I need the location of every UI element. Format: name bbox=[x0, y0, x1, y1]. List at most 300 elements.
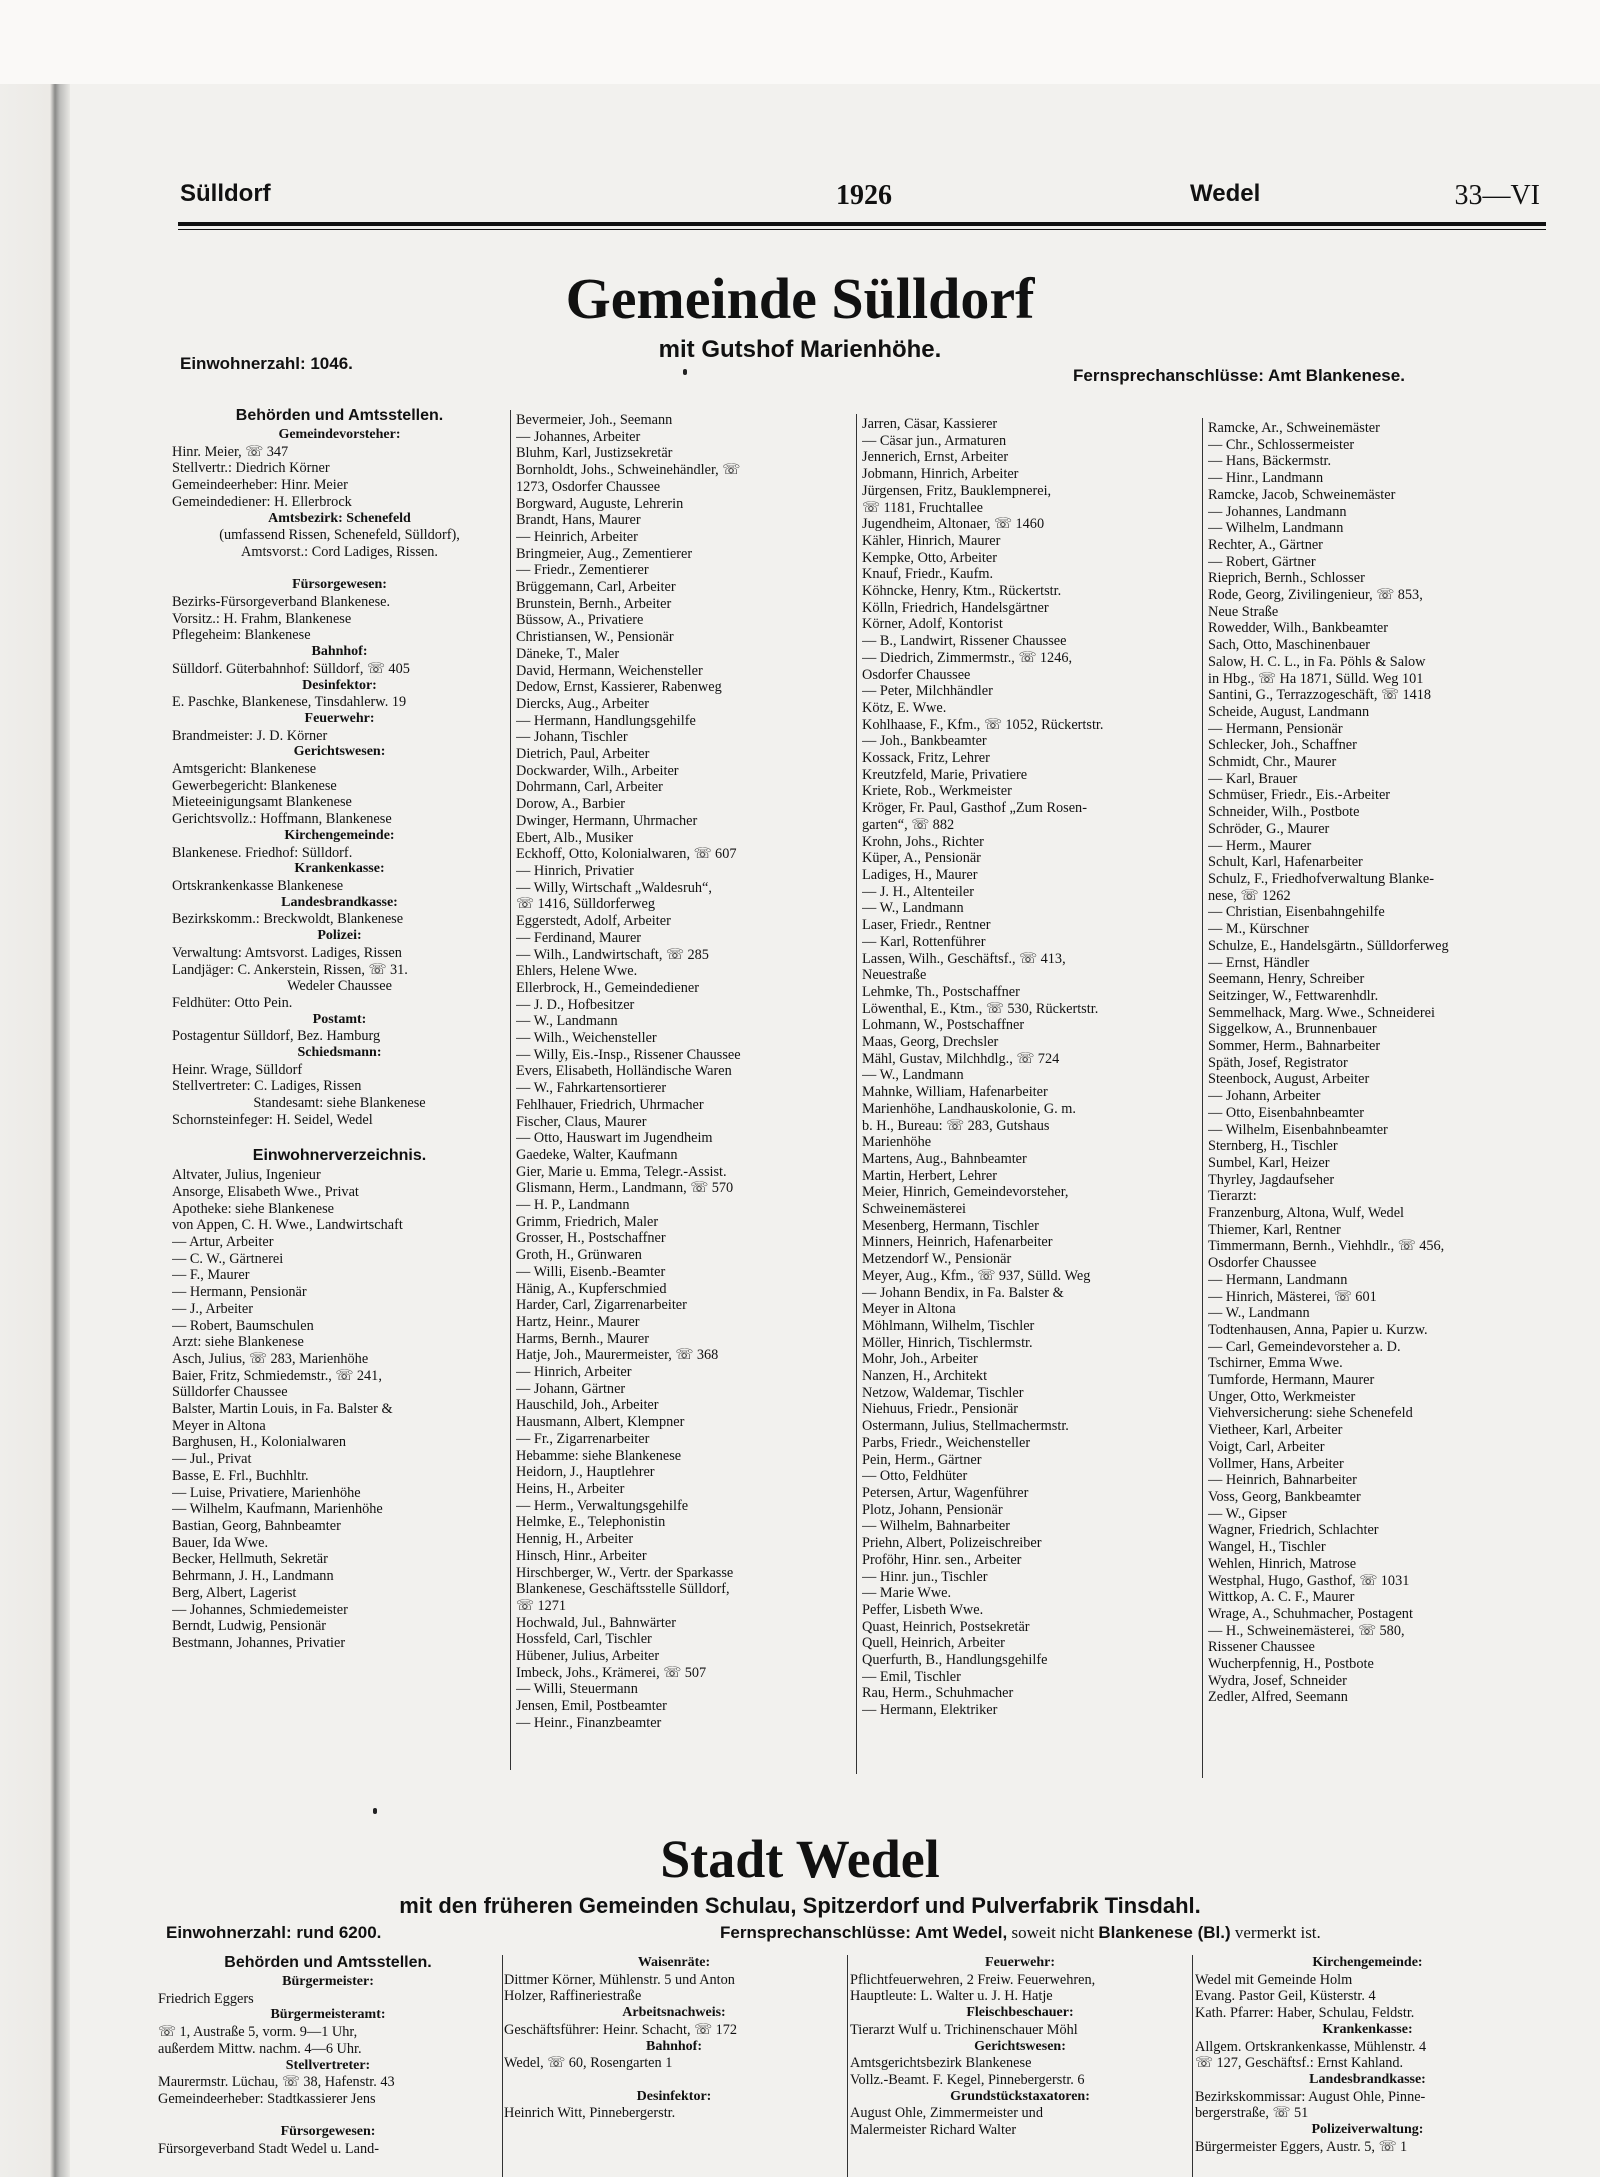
subsection-heading: Polizeiverwaltung: bbox=[1311, 2122, 1424, 2138]
directory-entry: Fürsorgeverband Stadt Wedel u. Land- bbox=[158, 2141, 380, 2158]
directory-entry: Sternberg, H., Tischler bbox=[1208, 1138, 1338, 1155]
directory-entry: Wrage, A., Schuhmacher, Postagent bbox=[1208, 1605, 1413, 1622]
directory-entry: Dohrmann, Carl, Arbeiter bbox=[516, 779, 663, 796]
directory-entry: — Joh., Bankbeamter bbox=[862, 733, 987, 750]
directory-entry: Wehlen, Hinrich, Matrose bbox=[1208, 1555, 1357, 1572]
directory-entry: Kähler, Hinrich, Maurer bbox=[862, 532, 1001, 549]
directory-entry: Dittmer Körner, Mühlenstr. 5 und Anton bbox=[504, 1971, 735, 1988]
directory-entry: Hausmann, Albert, Klempner bbox=[516, 1414, 685, 1431]
subsection-heading: Fürsorgewesen: bbox=[292, 577, 387, 593]
directory-entry: Bornholdt, Johs., Schweinehändler, ☏ bbox=[516, 462, 741, 479]
subsection-heading: Grundstückstaxatoren: bbox=[950, 2088, 1090, 2104]
directory-entry: Möller, Hinrich, Tischlermstr. bbox=[862, 1334, 1033, 1351]
directory-entry: — W., Landmann bbox=[516, 1013, 618, 1030]
directory-entry: Standesamt: siehe Blankenese bbox=[253, 1095, 426, 1112]
directory-entry: — Diedrich, Zimmermstr., ☏ 1246, bbox=[862, 649, 1073, 666]
directory-entry: Thyrley, Jagdaufseher bbox=[1208, 1171, 1335, 1188]
directory-entry: Amtsgericht: Blankenese bbox=[172, 761, 317, 778]
directory-entry: Heidorn, J., Hauptlehrer bbox=[516, 1464, 655, 1481]
directory-entry: Jobmann, Hinrich, Arbeiter bbox=[862, 466, 1019, 483]
directory-entry: Semmelhack, Marg. Wwe., Schneiderei bbox=[1208, 1004, 1435, 1021]
directory-entry: Balster, Martin Louis, in Fa. Balster & bbox=[172, 1401, 393, 1418]
wedel-phone-end: vermerkt ist. bbox=[1234, 1923, 1321, 1942]
directory-entry: Blankenese, Geschäftsstelle Sülldorf, bbox=[516, 1581, 730, 1598]
subsection-heading: Desinfektor: bbox=[636, 2088, 712, 2104]
directory-entry: Rau, Herm., Schuhmacher bbox=[862, 1685, 1014, 1702]
directory-entry: Plotz, Johann, Pensionär bbox=[862, 1501, 1003, 1518]
directory-entry: Schmidt, Chr., Maurer bbox=[1208, 754, 1337, 771]
directory-entry: Bezirkskomm.: Breckwoldt, Blankenese bbox=[172, 911, 404, 928]
directory-entry: — Karl, Brauer bbox=[1208, 770, 1298, 787]
directory-entry: Feldhüter: Otto Pein. bbox=[172, 994, 293, 1011]
directory-entry: — Wilhelm, Landmann bbox=[1208, 520, 1344, 537]
directory-entry: Hübener, Julius, Arbeiter bbox=[516, 1648, 660, 1665]
wedel-col-3 bbox=[850, 1955, 1190, 2139]
sulldorf-col-3 bbox=[862, 416, 1197, 1719]
directory-entry: Netzow, Waldemar, Tischler bbox=[862, 1384, 1024, 1401]
header-rule bbox=[178, 222, 1546, 226]
directory-entry: — B., Landwirt, Rissener Chaussee bbox=[862, 633, 1067, 650]
directory-entry: — Herm., Verwaltungsgehilfe bbox=[516, 1497, 689, 1514]
directory-entry: Imbeck, Johs., Krämerei, ☏ 507 bbox=[516, 1664, 707, 1681]
section-heading: Behörden und Amtsstellen. bbox=[235, 407, 444, 424]
directory-entry: Ellerbrock, H., Gemeindediener bbox=[516, 979, 700, 996]
directory-entry: ☏ 1416, Sülldorferweg bbox=[516, 896, 655, 913]
directory-entry: Pein, Herm., Gärtner bbox=[862, 1451, 982, 1468]
directory-entry: — Peter, Milchhändler bbox=[862, 683, 993, 700]
directory-entry: — W., Landmann bbox=[862, 1067, 964, 1084]
directory-entry: Gerichtsvollz.: Hoffmann, Blankenese bbox=[172, 811, 392, 828]
directory-entry: Wydra, Josef, Schneider bbox=[1208, 1672, 1347, 1689]
directory-entry: Hossfeld, Carl, Tischler bbox=[516, 1631, 652, 1648]
directory-entry: Dorow, A., Barbier bbox=[516, 796, 626, 813]
directory-entry: Evang. Pastor Geil, Küsterstr. 4 bbox=[1195, 1988, 1376, 2005]
directory-entry: — Otto, Feldhüter bbox=[862, 1468, 968, 1485]
subsection-heading: Bahnhof: bbox=[645, 2038, 703, 2054]
directory-entry: Mesenberg, Hermann, Tischler bbox=[862, 1217, 1039, 1234]
sulldorf-col-1 bbox=[172, 405, 507, 1652]
directory-entry: — Hinr. jun., Tischler bbox=[862, 1568, 988, 1585]
directory-entry: — Hermann, Pensionär bbox=[172, 1284, 307, 1301]
directory-entry: — Willy, Eis.-Insp., Rissener Chaussee bbox=[516, 1046, 741, 1063]
directory-entry: Osdorfer Chaussee bbox=[1208, 1255, 1317, 1272]
directory-entry: in Hbg., ☏ Ha 1871, Sülld. Weg 101 bbox=[1208, 670, 1424, 687]
directory-entry: — Johannes, Arbeiter bbox=[516, 428, 641, 445]
directory-entry: Maurermstr. Lüchau, ☏ 38, Hafenstr. 43 bbox=[158, 2074, 395, 2091]
directory-entry: — Christian, Eisenbahngehilfe bbox=[1208, 904, 1385, 921]
directory-entry: Basse, E. Frl., Buchhltr. bbox=[172, 1467, 309, 1484]
section-heading: Einwohnerverzeichnis. bbox=[252, 1147, 427, 1165]
directory-entry: Vollz.-Beamt. F. Kegel, Pinnebergerstr. 6 bbox=[850, 2071, 1085, 2088]
directory-entry: Wagner, Friedrich, Schlachter bbox=[1208, 1522, 1379, 1539]
directory-entry: — Hermann, Handlungsgehilfe bbox=[516, 712, 696, 729]
directory-entry: Schulz, F., Friedhofverwaltung Blanke- bbox=[1208, 870, 1434, 887]
wedel-population: Einwohnerzahl: rund 6200. bbox=[166, 1923, 382, 1942]
directory-entry: Schulze, E., Handelsgärtn., Sülldorferweg bbox=[1208, 937, 1449, 954]
directory-entry: Möhlmann, Wilhelm, Tischler bbox=[862, 1317, 1035, 1334]
directory-entry: — Emil, Tischler bbox=[862, 1668, 961, 1685]
directory-entry: Peffer, Lisbeth Wwe. bbox=[862, 1601, 984, 1618]
directory-entry: Hauschild, Joh., Arbeiter bbox=[516, 1397, 659, 1414]
directory-entry: — Carl, Gemeindevorsteher a. D. bbox=[1208, 1338, 1401, 1355]
directory-entry: — Cäsar jun., Armaturen bbox=[862, 432, 1007, 449]
directory-entry: Krohn, Johs., Richter bbox=[862, 833, 984, 850]
directory-entry: Kempke, Otto, Arbeiter bbox=[862, 549, 997, 566]
directory-entry: Scheide, August, Landmann bbox=[1208, 703, 1370, 720]
directory-entry: — Wilhelm, Kaufmann, Marienhöhe bbox=[172, 1501, 383, 1518]
wedel-col-2 bbox=[504, 1955, 844, 2122]
directory-entry: Köhncke, Henry, Ktm., Rückertstr. bbox=[862, 583, 1062, 600]
directory-entry: Wittkop, A. C. F., Maurer bbox=[1208, 1589, 1355, 1606]
directory-entry: — H., Schweinemästerei, ☏ 580, bbox=[1208, 1622, 1405, 1639]
directory-entry: Grimm, Friedrich, Maler bbox=[516, 1213, 659, 1230]
directory-entry: Dwinger, Hermann, Uhrmacher bbox=[516, 812, 698, 829]
directory-entry: Däneke, T., Maler bbox=[516, 645, 620, 662]
directory-entry: Evers, Elisabeth, Holländische Waren bbox=[516, 1063, 732, 1080]
directory-entry: — J. D., Hofbesitzer bbox=[516, 996, 635, 1013]
directory-entry: garten“, ☏ 882 bbox=[862, 816, 955, 833]
directory-entry: Fehlhauer, Friedrich, Uhrmacher bbox=[516, 1096, 704, 1113]
directory-entry: Salow, H. C. L., in Fa. Pöhls & Salow bbox=[1208, 653, 1426, 670]
subsection-heading: Gemeindevorsteher: bbox=[278, 427, 401, 442]
subsection-heading: Krankenkasse: bbox=[294, 861, 385, 877]
directory-entry: Berndt, Ludwig, Pensionär bbox=[172, 1618, 327, 1635]
directory-entry: Holzer, Raffineriestraße bbox=[504, 1988, 642, 2005]
directory-entry: Pflegeheim: Blankenese bbox=[172, 627, 311, 644]
directory-entry: — Ferdinand, Maurer bbox=[516, 929, 642, 946]
directory-entry: Quell, Heinrich, Arbeiter bbox=[862, 1635, 1005, 1652]
directory-entry: Hauptleute: L. Walter u. J. H. Hatje bbox=[850, 1988, 1053, 2005]
directory-entry: Kriete, Rob., Werkmeister bbox=[862, 783, 1012, 800]
wedel-phone-label: Fernsprechanschlüsse: Amt Wedel, bbox=[720, 1923, 1008, 1942]
header-right: Wedel bbox=[1190, 180, 1261, 207]
subsection-heading: Desinfektor: bbox=[302, 677, 377, 693]
directory-entry: Timmermann, Bernh., Viehhdlr., ☏ 456, bbox=[1208, 1238, 1445, 1255]
directory-entry: Diercks, Aug., Arbeiter bbox=[516, 695, 650, 712]
subsection-heading: Landesbrandkasse: bbox=[1309, 2071, 1426, 2087]
directory-entry: — Marie Wwe. bbox=[862, 1585, 952, 1602]
sulldorf-col-4 bbox=[1208, 420, 1543, 1706]
directory-entry: Apotheke: siehe Blankenese bbox=[172, 1200, 334, 1217]
directory-entry: Brandt, Hans, Maurer bbox=[516, 512, 641, 529]
wedel-phone-note: soweit nicht bbox=[1011, 1923, 1095, 1942]
directory-entry: Rowedder, Wilh., Bankbeamter bbox=[1208, 620, 1389, 637]
directory-entry: — Otto, Hauswart im Jugendheim bbox=[516, 1130, 713, 1147]
directory-entry: Kohlhaase, F., Kfm., ☏ 1052, Rückertstr. bbox=[862, 716, 1104, 733]
directory-entry: Schornsteinfeger: H. Seidel, Wedel bbox=[172, 1111, 373, 1128]
directory-entry: — Herm., Maurer bbox=[1208, 837, 1312, 854]
sulldorf-population: Einwohnerzahl: 1046. bbox=[180, 354, 353, 373]
directory-entry: — Ernst, Händler bbox=[1208, 954, 1310, 971]
directory-entry: außerdem Mittw. nachm. 4—6 Uhr. bbox=[158, 2040, 362, 2057]
directory-entry: — Johann, Gärtner bbox=[516, 1380, 626, 1397]
directory-entry: — Fr., Zigarrenarbeiter bbox=[516, 1430, 650, 1447]
directory-entry: — Hinrich, Arbeiter bbox=[516, 1364, 632, 1381]
directory-entry: Viehversicherung: siehe Schenefeld bbox=[1208, 1405, 1413, 1422]
directory-entry: — M., Kürschner bbox=[1208, 921, 1309, 938]
directory-entry: Sülldorf. Güterbahnhof: Sülldorf, ☏ 405 bbox=[172, 660, 410, 677]
directory-entry: Sülldorfer Chaussee bbox=[172, 1384, 288, 1401]
subsection-heading: Fleischbeschauer: bbox=[966, 2005, 1074, 2021]
directory-entry: Löwenthal, E., Ktm., ☏ 530, Rückertstr. bbox=[862, 1000, 1099, 1017]
directory-entry: Marienhöhe bbox=[862, 1134, 932, 1151]
directory-entry: Christiansen, W., Pensionär bbox=[516, 629, 674, 646]
directory-entry: — Hermann, Pensionär bbox=[1208, 720, 1343, 737]
directory-entry: Brüggemann, Carl, Arbeiter bbox=[516, 579, 676, 596]
directory-entry: — Hans, Bäckermstr. bbox=[1208, 453, 1332, 470]
directory-entry: Groth, H., Grünwaren bbox=[516, 1247, 642, 1264]
directory-entry: Geschäftsführer: Heinr. Schacht, ☏ 172 bbox=[504, 2021, 738, 2038]
directory-entry: Tumforde, Hermann, Maurer bbox=[1208, 1372, 1375, 1389]
directory-entry: — F., Maurer bbox=[172, 1267, 250, 1284]
directory-entry: Knauf, Friedr., Kaufm. bbox=[862, 566, 994, 583]
spacer bbox=[158, 2108, 498, 2125]
directory-entry: Priehn, Albert, Polizeischreiber bbox=[862, 1535, 1042, 1552]
directory-entry: — J., Arbeiter bbox=[172, 1300, 253, 1317]
directory-entry: ☏ 1271 bbox=[516, 1597, 567, 1614]
directory-entry: Tierarzt: bbox=[1208, 1188, 1257, 1205]
directory-entry: Ladiges, H., Maurer bbox=[862, 866, 978, 883]
directory-entry: — Artur, Arbeiter bbox=[172, 1234, 274, 1251]
column-divider bbox=[510, 410, 511, 1770]
directory-entry: Ramcke, Jacob, Schweinemäster bbox=[1208, 486, 1396, 503]
directory-entry: Seemann, Henry, Schreiber bbox=[1208, 971, 1365, 988]
directory-entry: Bürgermeister Eggers, Austr. 5, ☏ 1 bbox=[1195, 2138, 1408, 2155]
column-divider bbox=[847, 1955, 848, 2177]
directory-entry: Westphal, Hugo, Gasthof, ☏ 1031 bbox=[1208, 1572, 1410, 1589]
directory-entry: Meyer in Altona bbox=[862, 1301, 956, 1318]
directory-entry: Bestmann, Johannes, Privatier bbox=[172, 1634, 346, 1651]
directory-entry: Vietheer, Karl, Arbeiter bbox=[1208, 1422, 1343, 1439]
directory-entry: — Wilhelm, Bahnarbeiter bbox=[862, 1518, 1011, 1535]
sulldorf-subtitle: mit Gutshof Marienhöhe. bbox=[658, 336, 942, 363]
directory-entry: Marienhöhe, Landhauskolonie, G. m. bbox=[862, 1100, 1077, 1117]
directory-entry: Heinrich Witt, Pinnebergerstr. bbox=[504, 2105, 676, 2122]
directory-entry: Schneider, Wilh., Postbote bbox=[1208, 804, 1360, 821]
directory-entry: Mähl, Gustav, Milchhdlg., ☏ 724 bbox=[862, 1050, 1060, 1067]
directory-entry: Jennerich, Ernst, Arbeiter bbox=[862, 449, 1009, 466]
directory-entry: Wedel mit Gemeinde Holm bbox=[1195, 1971, 1353, 1988]
subsection-heading: Kirchengemeinde: bbox=[284, 827, 395, 843]
directory-entry: Bezirks-Fürsorgeverband Blankenese. bbox=[172, 594, 391, 611]
directory-entry: Nanzen, H., Architekt bbox=[862, 1368, 988, 1385]
subsection-heading: Fürsorgewesen: bbox=[280, 2124, 376, 2140]
directory-entry: Mohr, Joh., Arbeiter bbox=[862, 1351, 978, 1368]
subsection-heading: Arbeitsnachweis: bbox=[622, 2005, 726, 2021]
directory-entry: Lassen, Wilh., Geschäftsf., ☏ 413, bbox=[862, 950, 1066, 967]
directory-entry: Harder, Carl, Zigarrenarbeiter bbox=[516, 1297, 687, 1314]
directory-entry: Hochwald, Jul., Bahnwärter bbox=[516, 1614, 677, 1631]
directory-entry: — Wilh., Landwirtschaft, ☏ 285 bbox=[516, 946, 709, 963]
directory-entry: Kröger, Fr. Paul, Gasthof „Zum Rosen- bbox=[862, 800, 1087, 817]
directory-entry: Becker, Hellmuth, Sekretär bbox=[172, 1551, 328, 1568]
directory-entry: Hartz, Heinr., Maurer bbox=[516, 1313, 640, 1330]
column-divider bbox=[856, 414, 857, 1774]
directory-entry: (umfassend Rissen, Schenefeld, Sülldorf), bbox=[219, 527, 460, 544]
directory-entry: Neue Straße bbox=[1208, 603, 1279, 620]
directory-entry: Hebamme: siehe Blankenese bbox=[516, 1447, 682, 1464]
directory-entry: Hinr. Meier, ☏ 347 bbox=[172, 443, 289, 460]
directory-entry: ☏ 1, Austraße 5, vorm. 9—1 Uhr, bbox=[158, 2024, 358, 2041]
directory-entry: Gewerbegericht: Blankenese bbox=[172, 777, 337, 794]
directory-entry: Lohmann, W., Postschaffner bbox=[862, 1017, 1025, 1034]
wedel-phone-blankenese: Blankenese (Bl.) bbox=[1098, 1923, 1231, 1942]
directory-entry: Barghusen, H., Kolonialwaren bbox=[172, 1434, 347, 1451]
directory-entry: Ostermann, Julius, Stellmachermstr. bbox=[862, 1418, 1069, 1435]
directory-entry: Brunstein, Bernh., Arbeiter bbox=[516, 595, 672, 612]
directory-entry: — Hinr., Landmann bbox=[1208, 470, 1324, 487]
directory-entry: — Wilhelm, Eisenbahnbeamter bbox=[1208, 1121, 1388, 1138]
directory-entry: Küper, A., Pensionär bbox=[862, 850, 981, 867]
directory-entry: Büssow, A., Privatiere bbox=[516, 612, 644, 629]
directory-entry: Dietrich, Paul, Arbeiter bbox=[516, 746, 650, 763]
directory-entry: Rissener Chaussee bbox=[1208, 1639, 1315, 1656]
header-left: Sülldorf bbox=[180, 180, 271, 207]
directory-entry: Todtenhausen, Anna, Papier u. Kurzw. bbox=[1208, 1321, 1428, 1338]
directory-entry: Meyer, Aug., Kfm., ☏ 937, Sülld. Weg bbox=[862, 1267, 1091, 1284]
directory-entry: Voigt, Carl, Arbeiter bbox=[1208, 1438, 1325, 1455]
directory-entry: b. H., Bureau: ☏ 283, Gutshaus bbox=[862, 1117, 1050, 1134]
directory-entry: — Heinr., Finanzbeamter bbox=[516, 1714, 662, 1731]
directory-entry: E. Paschke, Blankenese, Tinsdahlerw. 19 bbox=[172, 694, 407, 711]
directory-entry: Kölln, Friedrich, Handelsgärtner bbox=[862, 599, 1049, 616]
directory-entry: Petersen, Artur, Wagenführer bbox=[862, 1485, 1029, 1501]
column-divider bbox=[1192, 1955, 1193, 2177]
directory-entry: — Willi, Steuermann bbox=[516, 1681, 638, 1698]
directory-entry: Vorsitz.: H. Frahm, Blankenese bbox=[172, 610, 352, 627]
directory-entry: Proföhr, Hinr. sen., Arbeiter bbox=[862, 1551, 1022, 1568]
directory-entry: Hatje, Joh., Maurermeister, ☏ 368 bbox=[516, 1347, 719, 1364]
directory-entry: Santini, G., Terrazzogeschäft, ☏ 1418 bbox=[1208, 687, 1432, 704]
directory-entry: Baier, Fritz, Schmiedemstr., ☏ 241, bbox=[172, 1367, 382, 1384]
directory-entry: Gemeindeerheber: Hinr. Meier bbox=[172, 477, 348, 494]
directory-entry: — W., Landmann bbox=[1208, 1305, 1310, 1322]
subsection-heading: Gerichtswesen: bbox=[293, 744, 386, 760]
directory-entry: Glismann, Herm., Landmann, ☏ 570 bbox=[516, 1180, 734, 1197]
directory-entry: von Appen, C. H. Wwe., Landwirtschaft bbox=[172, 1217, 403, 1234]
directory-entry: Amtsvorst.: Cord Ladiges, Rissen. bbox=[241, 543, 438, 560]
directory-entry: — Robert, Gärtner bbox=[1208, 553, 1316, 570]
directory-entry: Hinsch, Hinr., Arbeiter bbox=[516, 1547, 647, 1564]
directory-entry: — W., Fahrkartensortierer bbox=[516, 1080, 667, 1097]
directory-entry: Wucherpfennig, H., Postbote bbox=[1208, 1656, 1374, 1673]
directory-entry: ☏ 1181, Fruchtallee bbox=[862, 499, 983, 516]
directory-entry: Malermeister Richard Walter bbox=[850, 2122, 1017, 2139]
directory-entry: Amtsgerichtsbezirk Blankenese bbox=[850, 2055, 1032, 2072]
directory-entry: Wedeler Chaussee bbox=[287, 978, 392, 995]
directory-entry: — Jul., Privat bbox=[172, 1451, 252, 1468]
subsection-heading: Polizei: bbox=[317, 928, 362, 944]
directory-entry: Schult, Karl, Hafenarbeiter bbox=[1208, 854, 1363, 871]
directory-entry: Schlecker, Joh., Schaffner bbox=[1208, 737, 1357, 754]
directory-entry: — J. H., Altenteiler bbox=[862, 883, 974, 900]
directory-entry: Metzendorf W., Pensionär bbox=[862, 1251, 1012, 1268]
wedel-title: Stadt Wedel bbox=[660, 1829, 940, 1889]
subsection-heading: Postamt: bbox=[312, 1011, 367, 1027]
directory-entry: Stellvertreter: C. Ladiges, Rissen bbox=[172, 1078, 362, 1095]
directory-entry: — Heinrich, Bahnarbeiter bbox=[1208, 1472, 1357, 1489]
directory-entry: ☏ 127, Geschäftsf.: Ernst Kahland. bbox=[1195, 2055, 1404, 2072]
directory-entry: Schröder, G., Maurer bbox=[1208, 820, 1330, 837]
directory-entry: Postagentur Sülldorf, Bez. Hamburg bbox=[172, 1028, 381, 1045]
directory-entry: — Otto, Eisenbahnbeamter bbox=[1208, 1104, 1365, 1121]
sulldorf-title: Gemeinde Sülldorf bbox=[565, 266, 1035, 331]
directory-entry: Sommer, Herm., Bahnarbeiter bbox=[1208, 1038, 1381, 1055]
directory-entry: Maas, Georg, Drechsler bbox=[862, 1034, 999, 1051]
header-year: 1926 bbox=[836, 180, 892, 211]
directory-entry: Ebert, Alb., Musiker bbox=[516, 829, 634, 846]
directory-entry: — Heinrich, Arbeiter bbox=[516, 528, 638, 545]
subsection-heading: Amtsbezirk: Schenefeld bbox=[268, 510, 411, 526]
directory-entry: Tschirner, Emma Wwe. bbox=[1208, 1355, 1343, 1372]
directory-entry: — Hermann, Elektriker bbox=[862, 1702, 998, 1719]
directory-entry: Ramcke, Ar., Schweinemäster bbox=[1208, 420, 1380, 436]
directory-entry: Laser, Friedr., Rentner bbox=[862, 917, 991, 934]
directory-entry: Rieprich, Bernh., Schlosser bbox=[1208, 570, 1365, 587]
subsection-heading: Landesbrandkasse: bbox=[281, 894, 398, 910]
directory-entry: Neuestraße bbox=[862, 967, 927, 984]
spacer bbox=[172, 561, 507, 578]
directory-entry: — H. P., Landmann bbox=[516, 1197, 630, 1214]
directory-entry: Osdorfer Chaussee bbox=[862, 666, 971, 683]
directory-entry: Kötz, E. Wwe. bbox=[862, 699, 947, 716]
print-speck bbox=[373, 1808, 377, 1814]
directory-entry: Altvater, Julius, Ingenieur bbox=[172, 1167, 321, 1184]
directory-entry: — Friedr., Zementierer bbox=[516, 562, 649, 579]
subsection-heading: Kirchengemeinde: bbox=[1312, 1955, 1423, 1970]
directory-entry: Bezirkskommissar: August Ohle, Pinne- bbox=[1195, 2088, 1426, 2105]
directory-entry: Quast, Heinrich, Postsekretär bbox=[862, 1618, 1030, 1635]
sulldorf-phone: Fernsprechanschlüsse: Amt Blankenese. bbox=[1073, 366, 1405, 385]
directory-entry: Kossack, Fritz, Lehrer bbox=[862, 750, 990, 767]
directory-entry: Minners, Heinrich, Hafenarbeiter bbox=[862, 1234, 1053, 1251]
directory-entry: — Wilh., Weichensteller bbox=[516, 1030, 657, 1047]
directory-entry: — Johannes, Schmiedemeister bbox=[172, 1601, 348, 1618]
section-heading: Behörden und Amtsstellen. bbox=[224, 1954, 432, 1971]
directory-entry: Helmke, E., Telephonistin bbox=[516, 1514, 666, 1531]
directory-entry: Voss, Georg, Bankbeamter bbox=[1208, 1489, 1361, 1505]
directory-entry: Thiemer, Karl, Rentner bbox=[1208, 1221, 1341, 1238]
directory-entry: Ansorge, Elisabeth Wwe., Privat bbox=[172, 1183, 359, 1200]
directory-entry: — Robert, Baumschulen bbox=[172, 1317, 314, 1334]
running-header bbox=[180, 180, 1540, 220]
directory-entry: Lehmke, Th., Postschaffner bbox=[862, 983, 1020, 1000]
directory-entry: Arzt: siehe Blankenese bbox=[172, 1334, 304, 1351]
directory-entry: Jürgensen, Fritz, Bauklempnerei, bbox=[862, 482, 1052, 499]
page-top-margin bbox=[0, 0, 1600, 84]
directory-entry: Bevermeier, Joh., Seemann bbox=[516, 412, 673, 428]
column-divider bbox=[502, 1955, 503, 2177]
directory-entry: Niehuus, Friedr., Pensionär bbox=[862, 1401, 1019, 1418]
directory-entry: Jarren, Cäsar, Kassierer bbox=[862, 416, 998, 432]
directory-entry: Berg, Albert, Lagerist bbox=[172, 1584, 297, 1601]
directory-entry: Brandmeister: J. D. Körner bbox=[172, 727, 328, 744]
directory-entry: Martens, Aug., Bahnbeamter bbox=[862, 1150, 1027, 1167]
directory-entry: Parbs, Friedr., Weichensteller bbox=[862, 1434, 1031, 1451]
directory-entry: Ehlers, Helene Wwe. bbox=[516, 963, 638, 980]
directory-entry: Behrmann, J. H., Landmann bbox=[172, 1568, 334, 1585]
directory-entry: Eggerstedt, Adolf, Arbeiter bbox=[516, 913, 671, 930]
wedel-col-1 bbox=[158, 1952, 498, 2158]
directory-entry: Harms, Bernh., Maurer bbox=[516, 1330, 650, 1347]
subsection-heading: Stellvertreter: bbox=[285, 2057, 371, 2073]
directory-entry: Pflichtfeuerwehren, 2 Freiw. Feuerwehren, bbox=[850, 1971, 1096, 1988]
directory-entry: Rechter, A., Gärtner bbox=[1208, 536, 1323, 553]
directory-entry: Franzenburg, Altona, Wulf, Wedel bbox=[1208, 1205, 1405, 1222]
wedel-col-4 bbox=[1195, 1955, 1540, 2155]
directory-entry: Mieteeinigungsamt Blankenese bbox=[172, 794, 352, 811]
directory-entry: Blankenese. Friedhof: Sülldorf. bbox=[172, 844, 353, 861]
